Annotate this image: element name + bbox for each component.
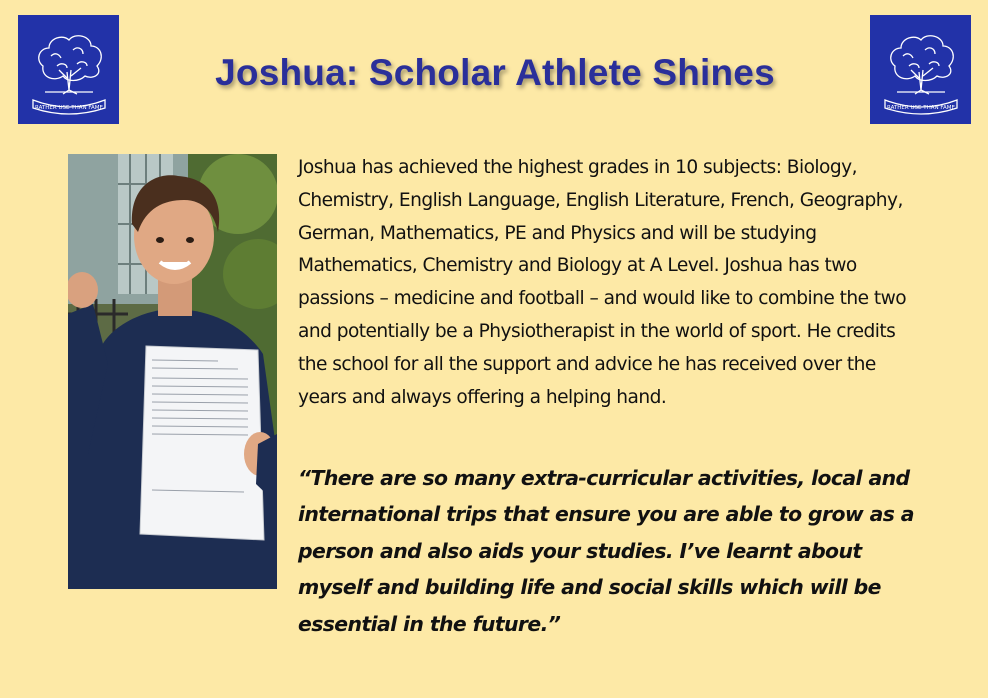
school-logo-right bbox=[870, 15, 971, 124]
logo-motto: RATHER USE THAN FAME bbox=[886, 104, 955, 111]
oak-tree-crest-icon bbox=[23, 20, 115, 120]
oak-tree-crest-icon bbox=[875, 20, 967, 120]
page-title: Joshua: Scholar Athlete Shines bbox=[215, 52, 775, 93]
student-holding-results-icon bbox=[68, 154, 277, 589]
student-photo bbox=[68, 154, 277, 589]
article-body: Joshua has achieved the highest grades in 10 subjects: Biology, Chemistry, English Language, English Literature, French, Geography, German, Mathematics, PE and Physics and will be studying Mathematics, Chemistry and Biology at A Level. Joshua has two passions – medicine and football – and would like to combine the two and potentially be a Physiotherapist in the world of sport. He credits the school for all the support and advice he has received over the years and always offering a helping hand. bbox=[298, 157, 907, 408]
school-logo-left bbox=[18, 15, 119, 124]
logo-motto: RATHER USE THAN FAME bbox=[34, 104, 103, 111]
student-quote: “There are so many extra-curricular activities, local and international trips that ensure you are able to grow as a person and also aids your studies. I’ve learnt about myself and building life and social skills which will be essential in the future.” bbox=[298, 466, 914, 636]
